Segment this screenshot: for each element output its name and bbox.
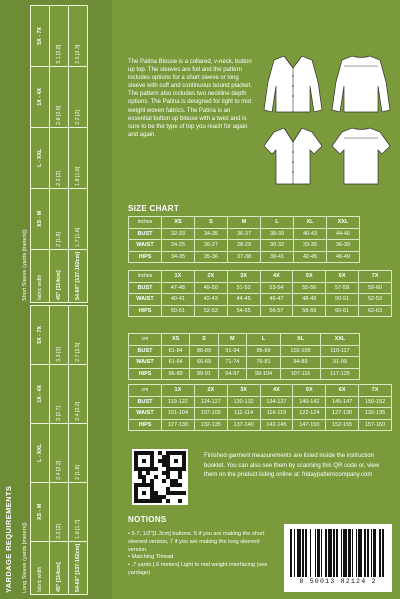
short-sleeve-back-illustration <box>330 124 392 188</box>
size-cell: 30-32 <box>261 240 294 252</box>
measure-label: HIPS <box>129 305 162 317</box>
unit-label: inches <box>129 271 162 283</box>
measure-label: BUST <box>129 282 162 294</box>
size-cell: 94-97 <box>218 368 246 380</box>
notion-item: • .7 yards [.6 meters] Light to mid weight interfacing (see yardage) <box>128 562 274 578</box>
size-cell: 107-109 <box>194 408 227 420</box>
size-header: 4X <box>260 385 293 397</box>
size-cell: 51-52 <box>227 282 260 294</box>
size-header: XL <box>281 334 321 346</box>
size-cell: 117-125 <box>320 368 359 380</box>
size-cell: 127-130 <box>162 419 195 431</box>
size-cell: 66-69 <box>190 357 218 369</box>
yardage-cell: 2 [1.8] <box>69 423 88 482</box>
yardage-cell: 2.4 [2.2] <box>50 423 69 482</box>
size-table-inches-standard <box>128 216 360 263</box>
size-cell: 127-130 <box>326 408 359 420</box>
size-cell: 142-145 <box>260 419 293 431</box>
measure-label: HIPS <box>129 368 162 380</box>
size-cell: 48-49 <box>293 294 326 306</box>
size-cell: 61-64 <box>162 357 190 369</box>
short-sleeve-caption: Short Sleeve (yards [meters]) <box>22 229 28 301</box>
yardage-cell: 2 [1.8] <box>50 188 69 249</box>
size-cell: 150-152 <box>359 396 392 408</box>
finished-measurements-note: Finished garment measurements are listed inside the instruction booklet. You can also see them by scanning this QR code or, view them on the product listing online at: fridaypatterncompany.com <box>204 453 380 479</box>
size-cell: 34-35 <box>195 228 228 240</box>
size-header: 2X <box>194 271 227 283</box>
size-header: S <box>190 334 218 346</box>
size-cell: 124-127 <box>194 396 227 408</box>
measure-label: BUST <box>129 345 162 357</box>
size-cell: 62-63 <box>359 305 392 317</box>
size-header: 5X <box>293 385 326 397</box>
fabric-width: 54-60" [137-162cm] <box>69 249 88 302</box>
size-cell: 157-160 <box>359 419 392 431</box>
size-cell: 40-43 <box>294 228 327 240</box>
fabric-width-label: fabric width <box>31 541 50 594</box>
size-cell: 46-47 <box>260 294 293 306</box>
long-sleeve-yardage-table <box>22 305 88 595</box>
size-header: XL <box>294 217 327 229</box>
size-header: 5X <box>293 271 326 283</box>
yardage-cell: 1.9 [1.7] <box>69 482 88 541</box>
size-cell: 91-94 <box>218 345 246 357</box>
size-cell: 111-114 <box>227 408 260 420</box>
qr-code[interactable] <box>132 449 188 505</box>
size-cell: 84-89 <box>281 357 321 369</box>
size-cell: 26-27 <box>195 240 228 252</box>
size-cell: 147-150 <box>293 419 326 431</box>
measure-label: HIPS <box>129 419 162 431</box>
size-cell: 81-84 <box>162 345 190 357</box>
size-cell: 107-116 <box>281 368 321 380</box>
size-cell: 46-49 <box>327 251 360 263</box>
size-cell: 86-89 <box>162 368 190 380</box>
size-header: 1X <box>162 385 195 397</box>
size-header: M <box>228 217 261 229</box>
yardage-cell: 1.8 [1.6] <box>69 127 88 188</box>
size-cell: 86-89 <box>190 345 218 357</box>
size-cell: 40-41 <box>162 294 195 306</box>
size-chart-title: SIZE CHART <box>128 204 179 213</box>
size-cell: 39-41 <box>261 251 294 263</box>
size-cell: 119-122 <box>162 396 195 408</box>
size-cell: 140-142 <box>293 396 326 408</box>
yardage-cell: 2.2 [2] <box>69 66 88 127</box>
size-cell: 54-55 <box>227 305 260 317</box>
size-cell: 132-135 <box>359 408 392 420</box>
fabric-width: 45" [114cm] <box>50 249 69 302</box>
size-cell: 76-81 <box>246 357 280 369</box>
unit-label: cm <box>129 385 162 397</box>
measure-label: WAIST <box>129 357 162 369</box>
size-cell: 52-53 <box>359 294 392 306</box>
size-header: XS - M <box>31 482 50 541</box>
yardage-title: YARDAGE REQUIREMENTS <box>4 485 13 593</box>
size-header: 6X <box>326 271 359 283</box>
size-header: M <box>218 334 246 346</box>
size-cell: 59-60 <box>359 282 392 294</box>
size-cell: 152-155 <box>326 419 359 431</box>
size-cell: 122-124 <box>293 408 326 420</box>
size-header: 6X <box>326 385 359 397</box>
size-table-cm-standard <box>128 333 360 380</box>
size-cell: 132-135 <box>194 419 227 431</box>
yardage-cell: 2.7 [2.5] <box>69 305 88 364</box>
notions-title: NOTIONS <box>128 515 167 524</box>
size-cell: 36-39 <box>327 240 360 252</box>
yardage-cell: 3.1 [2.8] <box>50 5 69 66</box>
size-header: L <box>261 217 294 229</box>
long-sleeve-back-illustration <box>330 52 392 116</box>
size-cell: 89-91 <box>190 368 218 380</box>
size-header: 5X - 7X <box>31 5 50 66</box>
size-header: L <box>246 334 280 346</box>
size-cell: 110-117 <box>320 345 359 357</box>
measure-label: WAIST <box>129 294 162 306</box>
size-cell: 134-137 <box>260 396 293 408</box>
yardage-cell: 2.4 [2.2] <box>69 364 88 423</box>
size-header: 7X <box>359 385 392 397</box>
size-cell: 44-45 <box>227 294 260 306</box>
size-header: XS - M <box>31 188 50 249</box>
yardage-cell: 2.2 [2] <box>50 482 69 541</box>
size-cell: 47-48 <box>162 282 195 294</box>
size-cell: 58-59 <box>293 305 326 317</box>
long-sleeve-caption: Long Sleeve (yards [meters]) <box>22 522 28 593</box>
size-header: XXL <box>327 217 360 229</box>
size-cell: 28-29 <box>228 240 261 252</box>
size-cell: 44-46 <box>327 228 360 240</box>
size-header: L - XXL <box>31 127 50 188</box>
size-table-inches-plus <box>128 270 392 317</box>
notions-list <box>128 531 274 578</box>
yardage-cell: 2.8 [2.6] <box>50 66 69 127</box>
measure-label: WAIST <box>129 240 162 252</box>
size-cell: 60-61 <box>326 305 359 317</box>
size-header: XS <box>162 217 195 229</box>
barcode-bar <box>384 529 385 577</box>
size-cell: 37-38 <box>228 251 261 263</box>
size-cell: 56-57 <box>260 305 293 317</box>
size-cell: 33-35 <box>294 240 327 252</box>
unit-label: cm <box>129 334 162 346</box>
size-cell: 116-119 <box>260 408 293 420</box>
size-header: XS <box>162 334 190 346</box>
size-header: 1X - 4X <box>31 66 50 127</box>
yardage-cell: 2.2 [2] <box>50 127 69 188</box>
size-cell: 52-53 <box>194 305 227 317</box>
size-cell: 71-74 <box>218 357 246 369</box>
size-cell: 130-132 <box>227 396 260 408</box>
size-header: L - XXL <box>31 423 50 482</box>
size-header: 7X <box>359 271 392 283</box>
notion-item: • 5-7, 1/2"[1.3cm] buttons. 5 if you are making the short sleeved version, 7 if you are making the long sleeved version. <box>128 531 274 554</box>
size-cell: 95-99 <box>246 345 280 357</box>
size-header: 4X <box>260 271 293 283</box>
size-cell: 50-51 <box>326 294 359 306</box>
measure-label: WAIST <box>129 408 162 420</box>
yardage-cell: 1.7 [1.6] <box>69 188 88 249</box>
size-table-cm-plus <box>128 384 392 431</box>
size-header: 1X - 4X <box>31 364 50 423</box>
product-description: The Patina Blouse is a collared, v-neck, button up top. The sleeves are full and the pattern includes options for a short sleeve or long sleeve with cuff and continuous bound placket. The pattern also includes two neckline depth options. The Patina is designed for light to mid weight woven fabrics. The Patina is an essential button up blouse with a twist and is sure to be the type of top you reach for again and again. <box>128 59 252 138</box>
fabric-width: 45" [114cm] <box>50 541 69 594</box>
yardage-rotated-content <box>0 0 112 599</box>
size-cell: 32-33 <box>162 228 195 240</box>
yardage-cell: 2.5 [2.3] <box>69 5 88 66</box>
qr-module <box>182 499 186 503</box>
size-cell: 34-35 <box>162 251 195 263</box>
size-header: 1X <box>162 271 195 283</box>
size-header: S <box>195 217 228 229</box>
fabric-width: 54-60" [137-162cm] <box>69 541 88 594</box>
long-sleeve-front-illustration <box>262 52 324 116</box>
barcode-bars <box>290 529 386 577</box>
fabric-width-label: fabric width <box>31 249 50 302</box>
size-cell: 49-50 <box>194 282 227 294</box>
size-cell: 42-45 <box>294 251 327 263</box>
yardage-cell: 3 [2.7] <box>50 364 69 423</box>
size-cell: 137-140 <box>227 419 260 431</box>
size-cell: 57-58 <box>326 282 359 294</box>
short-sleeve-yardage-table <box>22 5 88 303</box>
size-cell: 101-104 <box>162 408 195 420</box>
size-cell: 36-37 <box>228 228 261 240</box>
size-cell: 99-104 <box>246 368 280 380</box>
measure-label: BUST <box>129 228 162 240</box>
notion-item: • Matching Thread <box>128 554 274 562</box>
size-cell: 24-25 <box>162 240 195 252</box>
size-header: 2X <box>194 385 227 397</box>
size-cell: 91-99 <box>320 357 359 369</box>
size-header: 3X <box>227 271 260 283</box>
size-cell: 145-147 <box>326 396 359 408</box>
size-header: XXL <box>320 334 359 346</box>
size-cell: 102-109 <box>281 345 321 357</box>
size-header: 5X - 7X <box>31 305 50 364</box>
size-cell: 42-43 <box>194 294 227 306</box>
barcode <box>284 524 392 592</box>
size-cell: 38-39 <box>261 228 294 240</box>
short-sleeve-front-illustration <box>262 124 324 188</box>
size-cell: 53-54 <box>260 282 293 294</box>
size-header: 3X <box>227 385 260 397</box>
unit-label: inches <box>129 217 162 229</box>
size-cell: 35-36 <box>195 251 228 263</box>
measure-label: BUST <box>129 396 162 408</box>
yardage-cell: 3.3 [3] <box>50 305 69 364</box>
size-cell: 55-56 <box>293 282 326 294</box>
size-cell: 50-51 <box>162 305 195 317</box>
qr-code-pattern <box>134 451 186 503</box>
barcode-number: 8 50013 82124 2 <box>299 578 377 585</box>
yardage-panel <box>0 0 112 599</box>
measure-label: HIPS <box>129 251 162 263</box>
